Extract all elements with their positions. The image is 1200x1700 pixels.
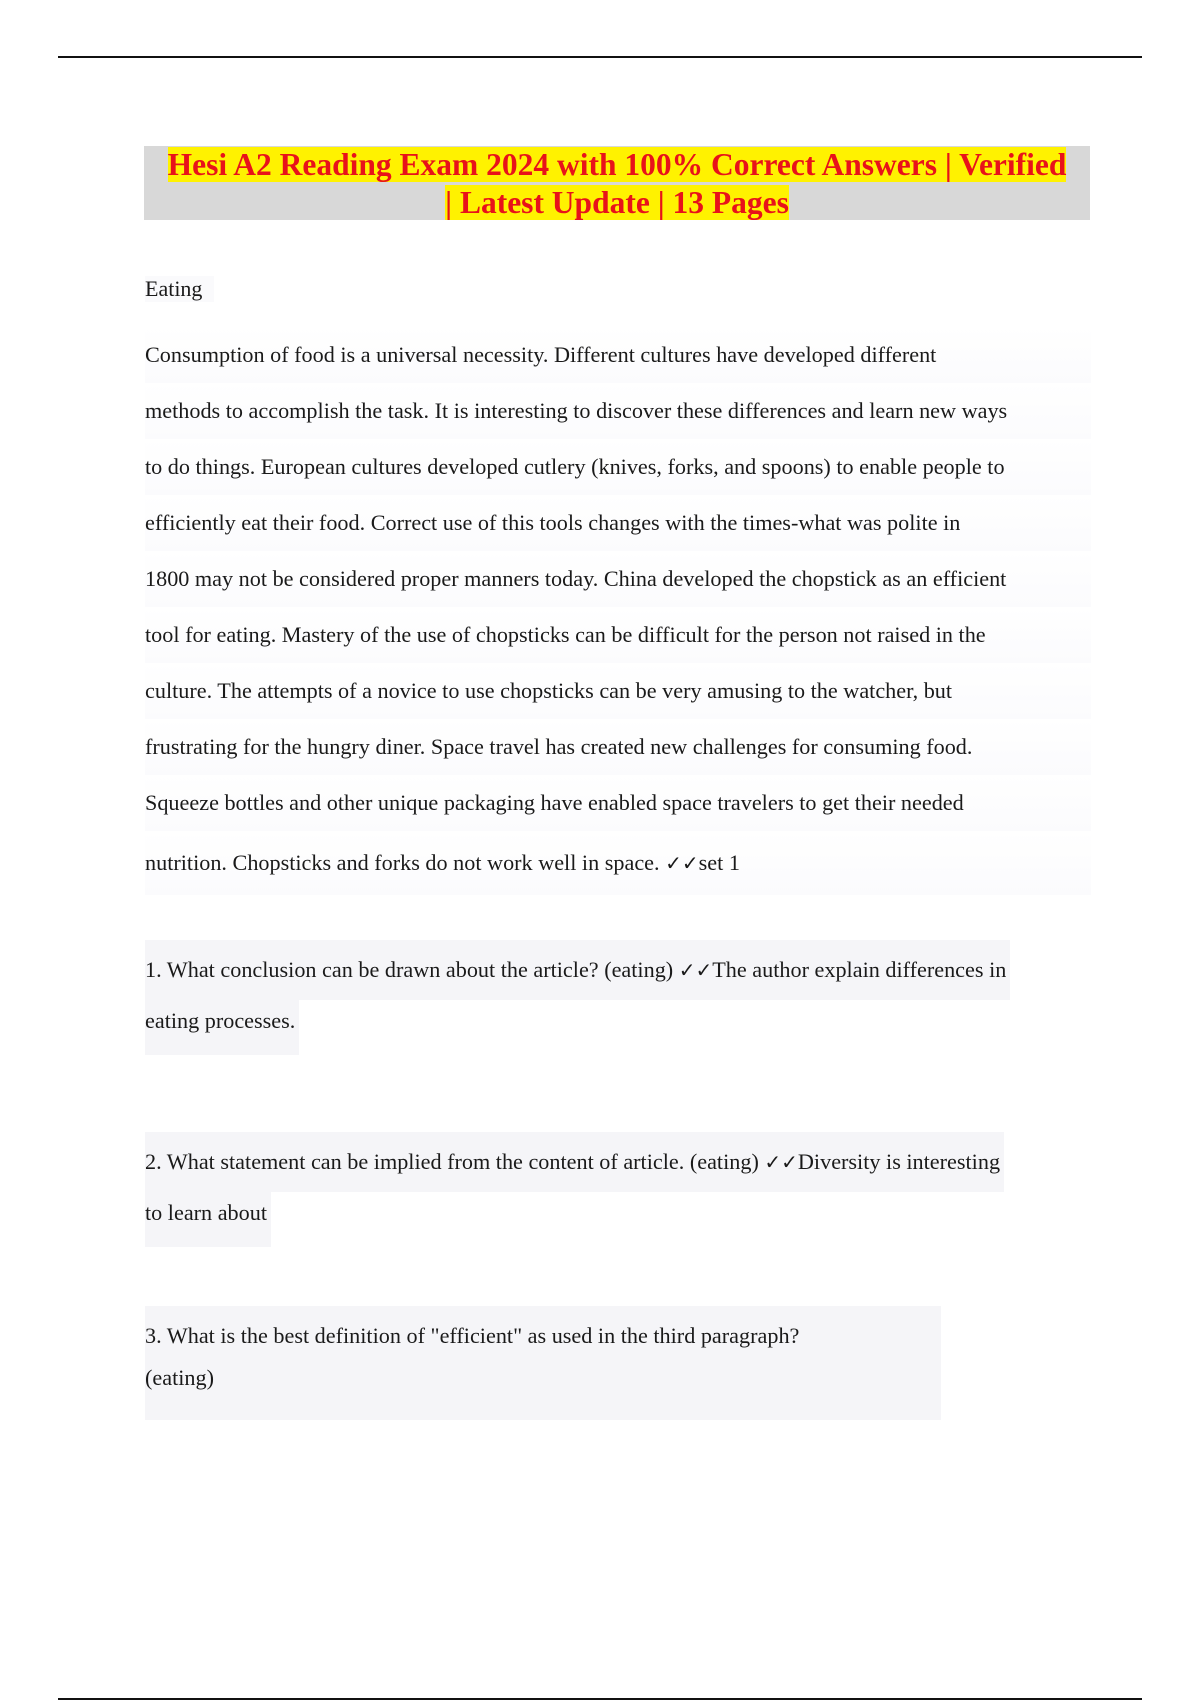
question-3-line-2: (eating) — [145, 1365, 214, 1390]
question-1 — [145, 940, 1010, 1055]
passage-line: 1800 may not be considered proper manners today. China developed the chopstick as an efficient — [145, 551, 1091, 607]
reading-passage — [145, 327, 1091, 895]
question-3 — [145, 1306, 941, 1420]
question-2 — [145, 1132, 1004, 1247]
passage-line: Squeeze bottles and other unique packaging have enabled space travelers to get their needed — [145, 775, 1091, 831]
question-2-text: 2. What statement can be implied from the content of article. (eating) — [145, 1149, 765, 1174]
question-3-line-1: 3. What is the best definition of "efficient" as used in the third paragraph? — [145, 1323, 800, 1348]
passage-line: tool for eating. Mastery of the use of chopsticks can be difficult for the person not raised in the — [145, 607, 1091, 663]
top-rule — [58, 56, 1142, 58]
passage-line: methods to accomplish the task. It is interesting to discover these differences and learn new ways — [145, 383, 1091, 439]
section-heading: Eating — [145, 276, 214, 302]
title-line-1: Hesi A2 Reading Exam 2024 with 100% Correct Answers | Verified — [167, 147, 1067, 182]
page-title — [144, 146, 1090, 222]
title-line-2: | Latest Update | 13 Pages — [445, 185, 789, 220]
question-2-answer: Diversity is interesting — [797, 1149, 1001, 1174]
title-banner — [144, 146, 1090, 220]
passage-line: efficiently eat their food. Correct use of this tools changes with the times-what was polite in — [145, 495, 1091, 551]
question-2-line-1 — [145, 1132, 1004, 1192]
question-1-answer: The author explain differences in — [712, 957, 1007, 982]
passage-tail: set 1 — [698, 850, 740, 875]
passage-line: frustrating for the hungry diner. Space travel has created new challenges for consuming food. — [145, 719, 1091, 775]
passage-line: to do things. European cultures developed cutlery (knives, forks, and spoons) to enable people to — [145, 439, 1091, 495]
passage-last-text: nutrition. Chopsticks and forks do not work well in space. — [145, 850, 666, 875]
double-check-icon: ✓✓ — [764, 1150, 798, 1174]
passage-line: Consumption of food is a universal necessity. Different cultures have developed different — [145, 327, 1091, 383]
question-1-text: 1. What conclusion can be drawn about the article? (eating) — [145, 957, 679, 982]
passage-line: culture. The attempts of a novice to use chopsticks can be very amusing to the watcher, but — [145, 663, 1091, 719]
question-1-line-1 — [145, 940, 1010, 1000]
double-check-icon: ✓✓ — [665, 851, 699, 875]
passage-line-last — [145, 831, 1091, 895]
question-2-line-2: to learn about — [145, 1192, 271, 1247]
question-1-line-2: eating processes. — [145, 1000, 299, 1055]
double-check-icon: ✓✓ — [678, 958, 713, 982]
